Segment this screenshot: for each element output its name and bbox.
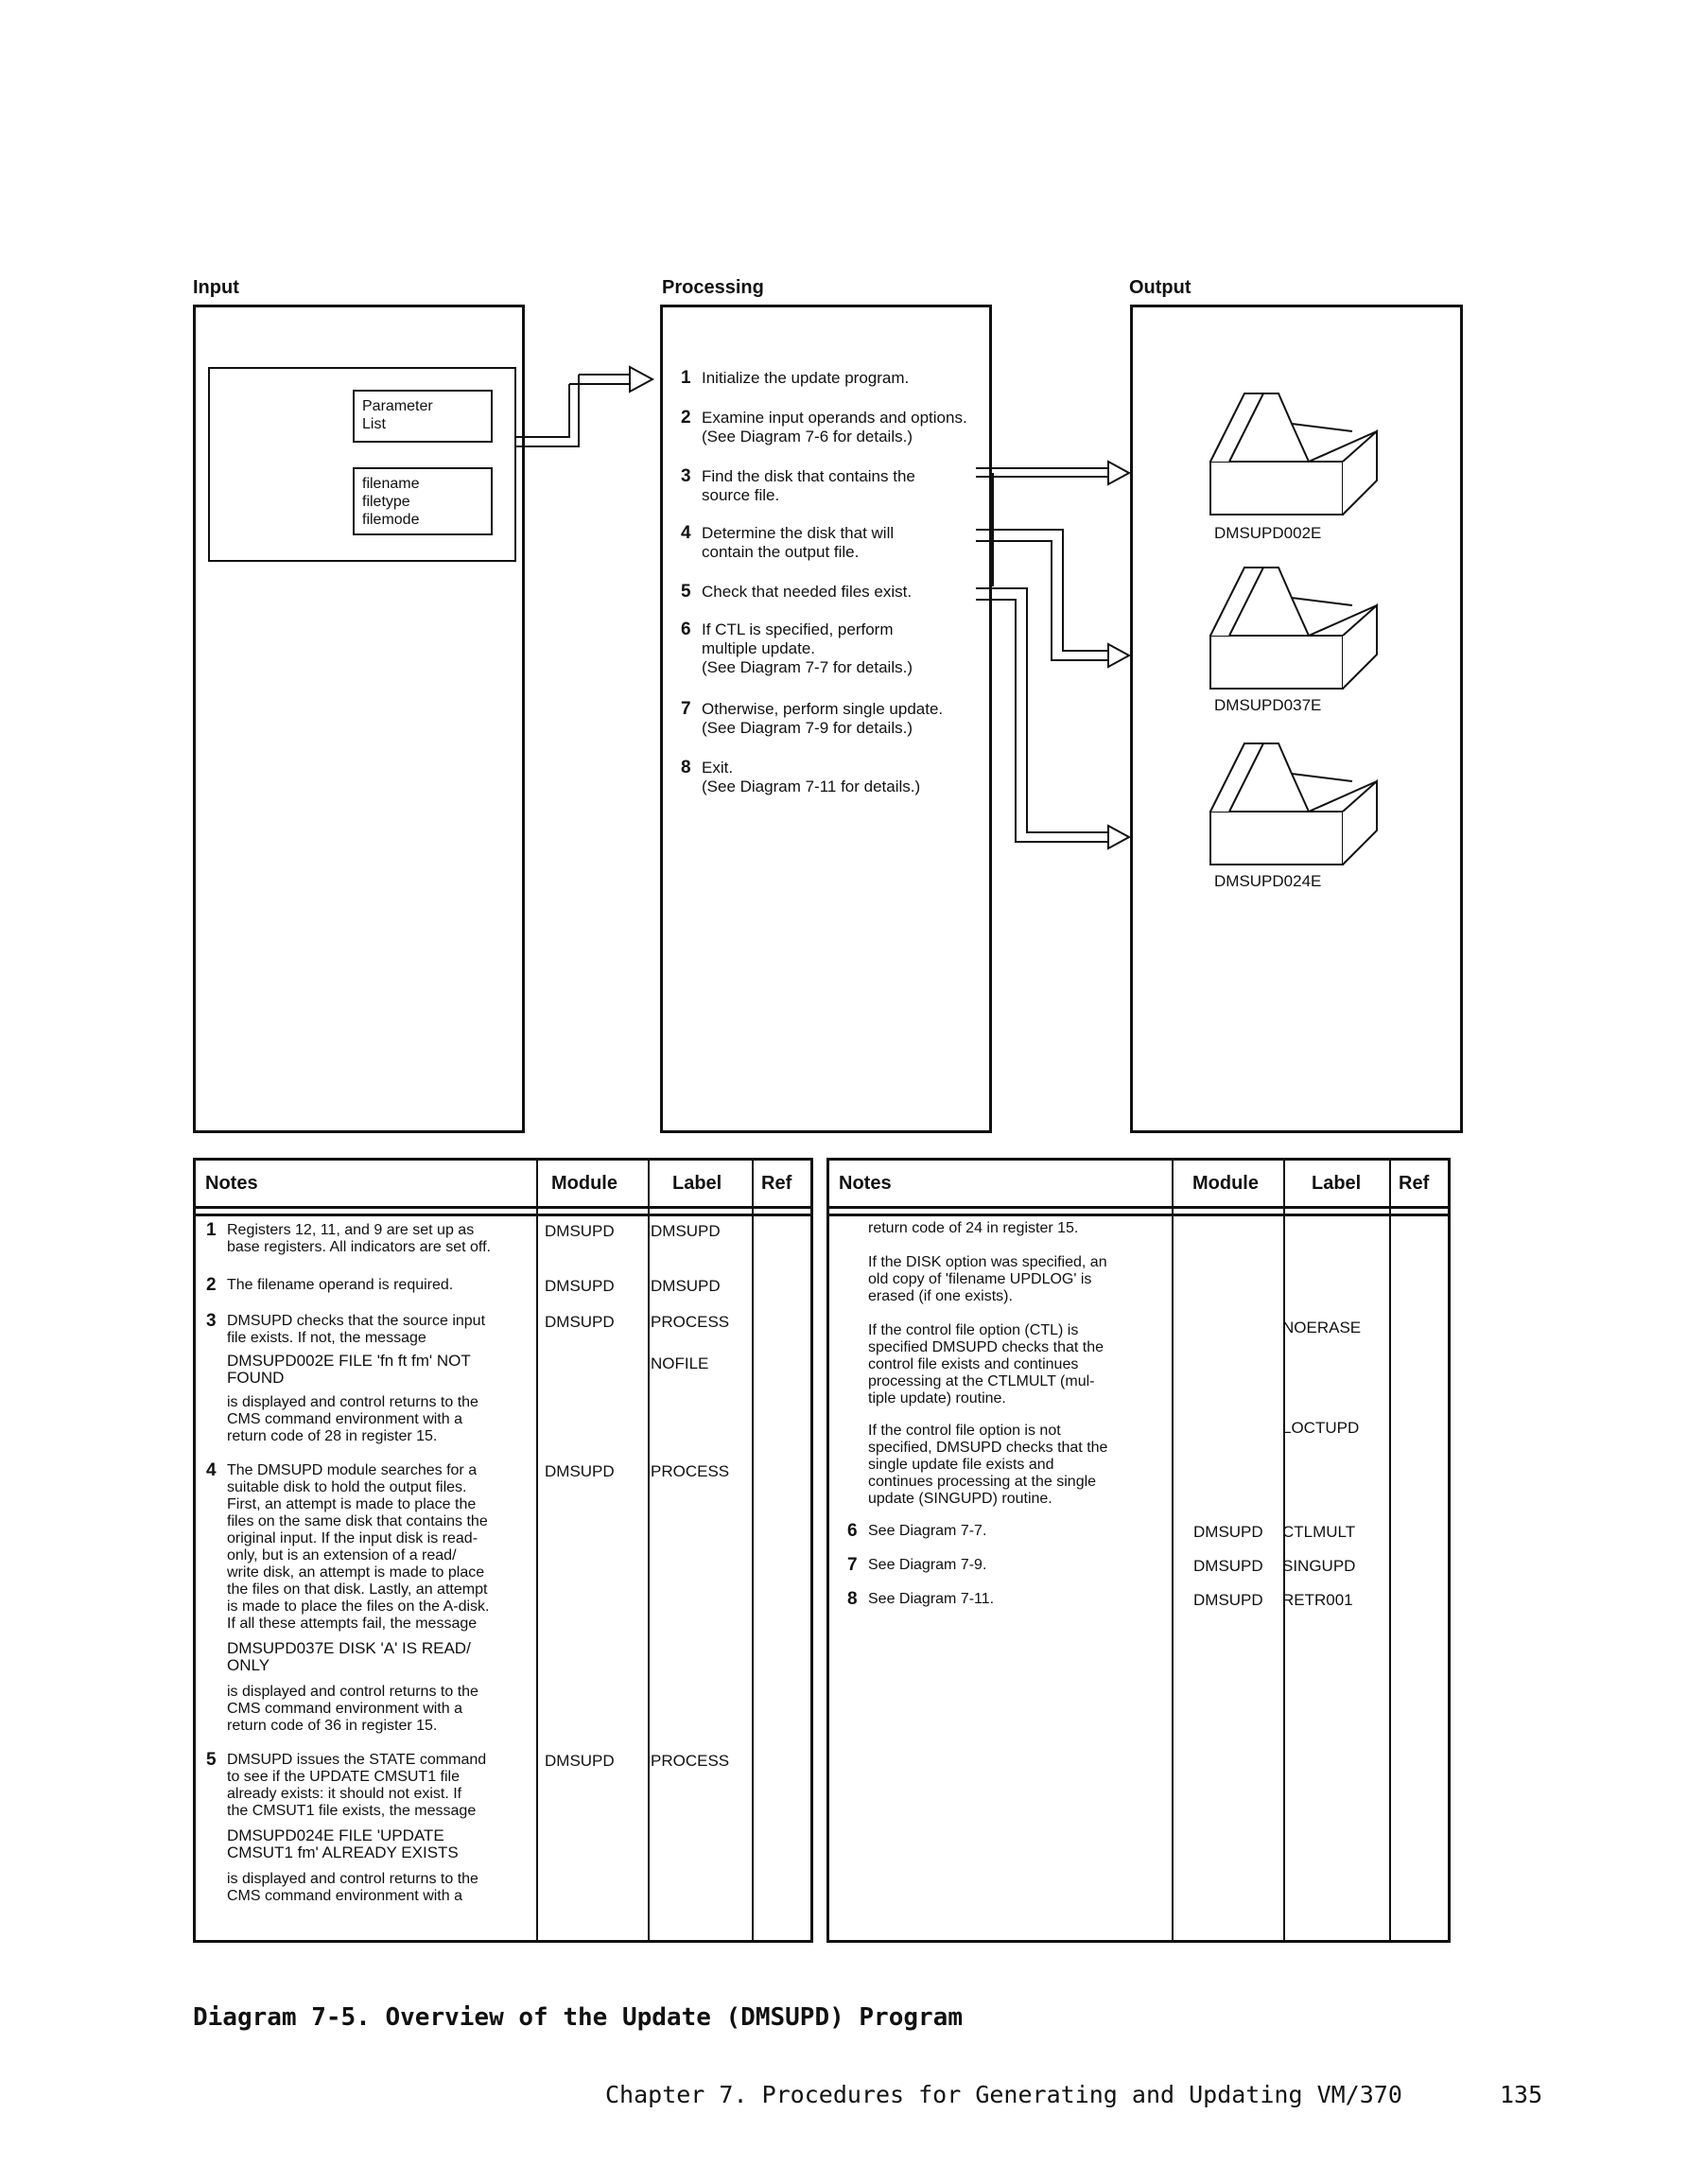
right-note-ctl: If the control file option (CTL) is specified DMSUPD checks that the control file exists and continues processing at the CTLMULT (mul- tiple update) routine. (868, 1322, 1104, 1406)
output-label-1: DMSUPD002E (1214, 524, 1322, 542)
right-note-8-module: DMSUPD (1193, 1591, 1263, 1609)
right-note-8-label: RETR001 (1282, 1591, 1353, 1609)
left-note-3-label: PROCESS (651, 1313, 730, 1331)
left-msg-024e: DMSUPD024E FILE 'UPDATE CMSUT1 fm' ALREADY EXISTS (227, 1826, 459, 1861)
left-note-3-module: DMSUPD (545, 1313, 615, 1331)
notes-header-right: Notes (839, 1172, 892, 1194)
arrow-4-head (1108, 644, 1129, 667)
left-note-3-tail: is displayed and control returns to the CMS command environment with a return code of 28 in register 15. (227, 1394, 478, 1444)
input-header: Input (193, 277, 239, 298)
right-note-ctl-label: NOERASE (1282, 1319, 1362, 1337)
right-note-noctl: If the control file option is not specified, DMSUPD checks that the single update file exists and continues processing at the single update (SINGUPD) routine. (868, 1423, 1108, 1507)
label-header-right: Label (1312, 1172, 1362, 1194)
right-note-7-label: SINGUPD (1282, 1557, 1356, 1575)
right-note-noctl-label: LOCTUPD (1282, 1419, 1360, 1437)
right-note-7-module: DMSUPD (1193, 1557, 1263, 1575)
right-note-disk-option: If the DISK option was specified, an old copy of 'filename UPDLOG' is erased (if one exists). (868, 1254, 1107, 1304)
ref-header-right: Ref (1399, 1172, 1430, 1194)
module-header: Module (551, 1172, 617, 1194)
arrow-4-outer (976, 530, 1108, 651)
disk-icon-2 (1210, 568, 1377, 689)
steps-list: 1 Initialize the update program. 2 Examine input operands and options. (See Diagram 7-6 for details.) 3 Find the disk that contains the source file. 4 Determine the disk that will contain the output file. 5 Check that needed files exist. 6 If CTL is specified, perform multiple update. (See Diagram 7-7 for details.) 7 Otherwise, perform single update. (See Diagram 7-9 for details.) 8 Exit. (See Diagram 7-11 for details.) (681, 368, 967, 795)
left-note-4-module: DMSUPD (545, 1462, 615, 1480)
left-note-4-label: PROCESS (651, 1462, 730, 1480)
right-note-cont: return code of 24 in register 15. (868, 1220, 1079, 1236)
footer-page-number: 135 (1500, 2081, 1543, 2108)
left-note-5-tail: is displayed and control returns to the CMS command environment with a (227, 1871, 478, 1904)
left-msg-002e: DMSUPD002E FILE 'fn ft fm' NOT FOUND (227, 1352, 471, 1387)
right-note-6-module: DMSUPD (1193, 1523, 1263, 1541)
right-note-6-label: CTLMULT (1282, 1523, 1356, 1541)
notes-header: Notes (205, 1172, 258, 1194)
arrow-3-head (1108, 462, 1129, 484)
ref-header: Ref (761, 1172, 792, 1194)
left-note-2-label: DMSUPD (651, 1277, 721, 1295)
left-note-1-label: DMSUPD (651, 1222, 721, 1240)
disk-icon-1 (1210, 393, 1377, 515)
arrow-5-inner (976, 600, 1108, 842)
left-note-5-label: PROCESS (651, 1752, 730, 1770)
parameter-list-box: Parameter List (353, 390, 493, 443)
arrow-5-head (1108, 826, 1129, 848)
figure-caption: Diagram 7-5. Overview of the Update (DMSUPD) Program (193, 2003, 963, 2032)
left-note-2-module: DMSUPD (545, 1277, 615, 1295)
output-label-2: DMSUPD037E (1214, 696, 1322, 714)
processing-header: Processing (662, 277, 764, 298)
left-note-3-nofile-label: NOFILE (651, 1354, 709, 1372)
module-header-right: Module (1192, 1172, 1259, 1194)
left-msg-037e: DMSUPD037E DISK 'A' IS READ/ ONLY (227, 1639, 471, 1674)
left-note-4-tail: is displayed and control returns to the CMS command environment with a return code of 36 in register 15. (227, 1684, 478, 1734)
arrow-5-outer (976, 588, 1108, 832)
output-label-3: DMSUPD024E (1214, 872, 1322, 890)
footer-chapter: Chapter 7. Procedures for Generating and Updating VM/370 (605, 2081, 1402, 2108)
output-header: Output (1129, 277, 1191, 298)
left-note-5-module: DMSUPD (545, 1752, 615, 1770)
file-fields-box: filename filetype filemode (353, 467, 493, 535)
disk-icon-3 (1210, 743, 1377, 865)
input-connector-line-inner (516, 384, 569, 437)
label-header: Label (672, 1172, 722, 1194)
left-note-1-module: DMSUPD (545, 1222, 615, 1240)
input-arrow-head (630, 367, 652, 392)
